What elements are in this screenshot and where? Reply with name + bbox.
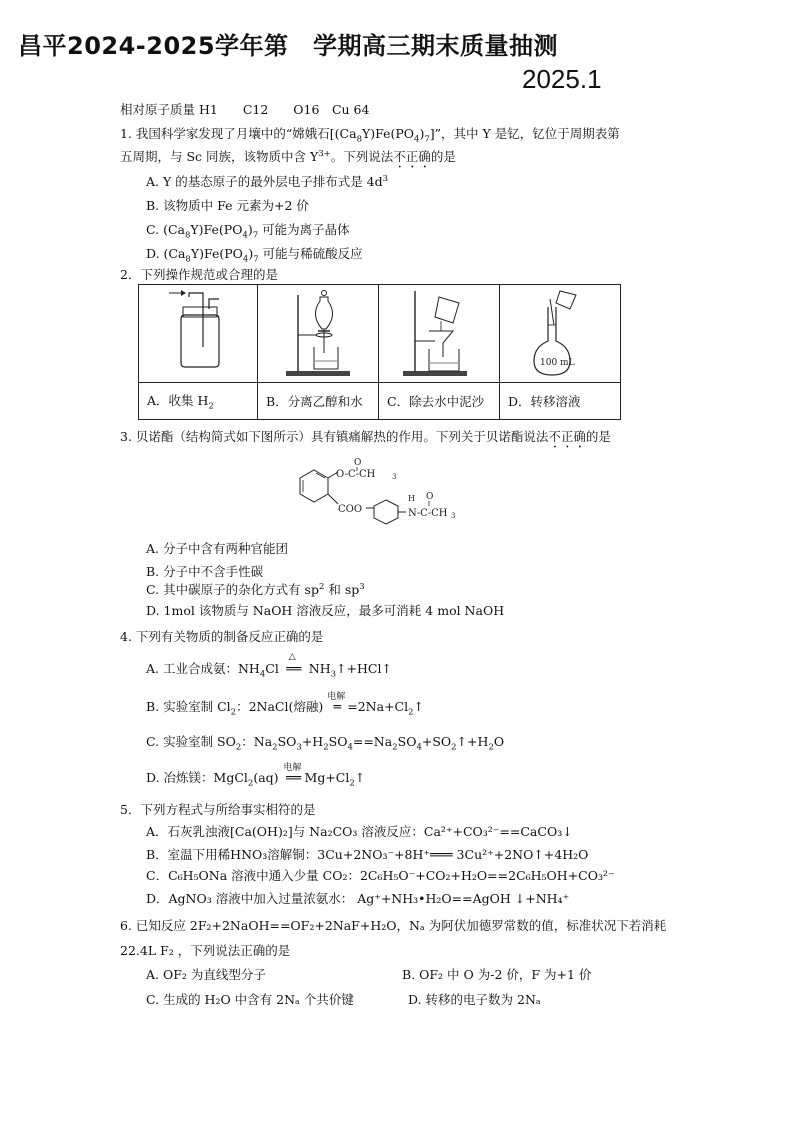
q6-option-c: C. 生成的 H₂O 中含有 2Nₐ 个共价键 [146,992,354,1007]
q4-option-a: A. 工业合成氨：$NH_4Cl$ △ ══ $NH_3↑+HCl↑$ [146,652,392,680]
q1-stem-line2: 五周期，与 Sc 同族，该物质中含 $Y^{3+}$。下列说法不正确的是 [120,148,456,164]
exam-date: 2025.1 [522,64,602,94]
q1-stem-line1: 1. 我国科学家发现了月壤中的“嫦娥石$[(Ca_8Y)Fe(PO_4)_7]$”，其中 Y 是钇，钇位于周期表第 [120,126,620,145]
q6-option-a: A. OF₂ 为直线型分子 [146,967,266,982]
acetyl-ester-label: O-C-CH [336,469,376,480]
q3-stem: 3. 贝诺酯（结构简式如下图所示）具有镇痛解热的作用。下列关于贝诺酯说法不正确的是 [120,429,611,444]
q1-option-b: B. 该物质中 Fe 元素为+2 价 [146,198,309,213]
svg-text:O: O [426,492,434,502]
q2-option-a: A．收集 $H_2$ [139,382,258,419]
q5-option-d: D．AgNO₃ 溶液中加入过量浓氨水： Ag⁺+NH₃•H₂O==AgOH ↓+NH₄⁺ [146,891,570,906]
q4-option-b: B. 实验室制 $Cl_2$：2NaCl(熔融) 电解 ═ $=2Na+Cl_2↑$ [146,692,425,718]
q5-option-a: A．石灰乳浊液[Ca(OH)₂]与 Na₂CO₃ 溶液反应：Ca²⁺+CO₃²⁻==CaCO₃↓ [146,824,573,839]
q6-option-b: B. OF₂ 中 O 为-2 价，F 为+1 价 [402,967,592,982]
q6-stem-line1: 6. 已知反应 2F₂+2NaOH==OF₂+2NaF+H₂O，Nₐ 为阿伏加德罗常数的值，标准状况下若消耗 [120,918,667,933]
q5-option-b: B．室温下用稀HNO₃溶解铜：3Cu+2NO₃⁻+8H⁺═══ 3Cu²⁺+2NO↑+4H₂O [146,847,589,862]
atomic-masses: 相对原子质量 H1 C12 O16 Cu 64 [120,102,370,117]
ester-oxygen-label: O [354,458,362,468]
q1-option-c: C. $(Ca_8Y)Fe(PO_4)_7$ 可能为离子晶体 [146,222,350,241]
amide-label: N-C-CH [408,508,448,519]
q6-option-d: D. 转移的电子数为 2Nₐ [408,992,541,1007]
q2-option-c: C．除去水中泥沙 [379,382,500,419]
q4-stem: 4. 下列有关物质的制备反应正确的是 [120,629,324,644]
q3-option-a: A. 分子中含有两种官能团 [146,541,288,556]
page-title: 昌平2024-2025学年第 学期高三期末质量抽测 [18,32,559,60]
q4-option-d: D. 冶炼镁：MgCl$_2$(aq) 电解 ══ $Mg+Cl_2↑$ [146,763,366,789]
q3-option-b: B. 分子中不含手性碳 [146,564,264,579]
q2-stem: 2．下列操作规范或合理的是 [120,267,278,282]
q5-stem: 5．下列方程式与所给事实相符的是 [120,802,316,817]
q5-option-c: C．C₆H₅ONa 溶液中通入少量 CO₂：2C₆H₅O⁻+CO₂+H₂O==2C₆H₅OH+CO₃²⁻ [146,868,615,883]
q2-cell-a-image [139,285,258,383]
q2-cell-b-image [258,285,379,383]
q2-cell-d-image [500,285,621,383]
q2-cell-c-image [379,285,500,383]
svg-text:3: 3 [451,512,456,520]
q6-stem-line2: 22.4L F₂ ，下列说法正确的是 [120,943,291,958]
svg-text:H: H [408,494,415,503]
filtration-icon [379,285,499,381]
separatory-funnel-icon [258,285,378,381]
q2-apparatus-table [138,284,621,420]
q3-option-c: C. 其中碳原子的杂化方式有 $sp^2$ 和 $sp^3$ [146,581,365,597]
q2-option-b: B．分离乙醇和水 [258,382,379,419]
volumetric-flask-icon [500,285,620,381]
q3-option-d: D. 1mol 该物质与 NaOH 溶液反应，最多可消耗 4 mol NaOH [146,603,505,618]
q4-option-c: C. 实验室制 $SO_2$：$Na_2SO_3+H_2SO_4==Na_2SO_4+SO_2↑+H_2O$ [146,734,505,753]
q1-option-d: D. $(Ca_8Y)Fe(PO_4)_7$ 可能与稀硫酸反应 [146,246,363,265]
gas-bottle-icon [139,285,257,381]
q1-option-a: A. Y 的基态原子的最外层电子排布式是 $4d^3$ [146,173,389,189]
svg-text:3: 3 [392,473,397,481]
flask-volume-label: 100 mL [540,358,575,368]
benorilate-structure-diagram [290,454,490,532]
q2-option-d: D．转移溶液 [500,382,621,419]
coo-label: COO [338,504,363,515]
